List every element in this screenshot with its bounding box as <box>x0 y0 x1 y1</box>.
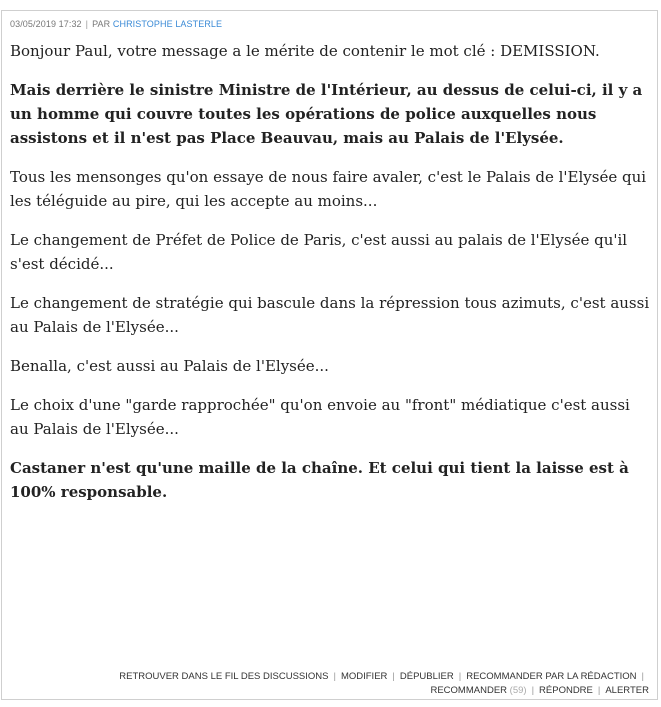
action-separator: | <box>597 685 601 696</box>
comment-paragraph: Castaner n'est qu'une maille de la chaîne. Et celui qui tient la laisse est à 100% responsable. <box>10 459 629 501</box>
action-separator: | <box>392 671 395 682</box>
comment-meta <box>10 19 222 29</box>
comment-paragraph: Le changement de stratégie qui bascule dans la répression tous azimuts, c'est aussi au Palais de l'Elysée... <box>10 294 650 336</box>
find-in-thread-link[interactable]: RETROUVER DANS LE FIL DES DISCUSSIONS <box>119 671 329 682</box>
comment-body <box>10 39 650 519</box>
unpublish-link[interactable]: DÉPUBLIER <box>399 671 454 682</box>
action-separator: | <box>458 671 462 682</box>
recommend-link[interactable]: RECOMMANDER <box>430 685 508 696</box>
edit-link[interactable]: MODIFIER <box>340 671 388 682</box>
comment-paragraph: Le choix d'une "garde rapprochée" qu'on envoie au "front" médiatique c'est aussi au Palais de l'Elysée... <box>10 396 630 438</box>
action-separator: | <box>531 685 535 696</box>
reply-link[interactable]: RÉPONDRE <box>539 685 593 696</box>
action-separator: | <box>641 671 644 682</box>
author-link[interactable]: CHRISTOPHE LASTERLE <box>112 19 223 29</box>
meta-separator: | <box>85 19 89 29</box>
recommend-editorial-link[interactable]: RECOMMANDER PAR LA RÉDACTION <box>466 671 637 682</box>
report-link[interactable]: ALERTER <box>605 685 649 696</box>
comment-paragraph: Tous les mensonges qu'on essaye de nous faire avaler, c'est le Palais de l'Elysée qui les téléguide au pire, qui les accepte au moins... <box>10 168 647 210</box>
by-label: PAR <box>92 19 111 29</box>
comment-date: 03/05/2019 17:32 <box>10 19 82 29</box>
comment-paragraph: Mais derrière le sinistre Ministre de l'Intérieur, au dessus de celui-ci, il y a un homme qui couvre toutes les opérations de police auxquelles nous assistons et il n'est pas Place Beauvau, mais au Palais de l'Elysée. <box>10 81 643 147</box>
comment-card <box>1 10 658 700</box>
comment-actions <box>49 670 649 698</box>
comment-paragraph: Le changement de Préfet de Police de Paris, c'est aussi au palais de l'Elysée qu'il s'est décidé... <box>10 231 628 273</box>
recommend-count: (59) <box>509 685 527 696</box>
comment-paragraph: Bonjour Paul, votre message a le mérite de contenir le mot clé : DEMISSION. <box>10 42 600 60</box>
action-separator: | <box>333 671 336 682</box>
comment-paragraph: Benalla, c'est aussi au Palais de l'Elysée... <box>10 357 329 375</box>
